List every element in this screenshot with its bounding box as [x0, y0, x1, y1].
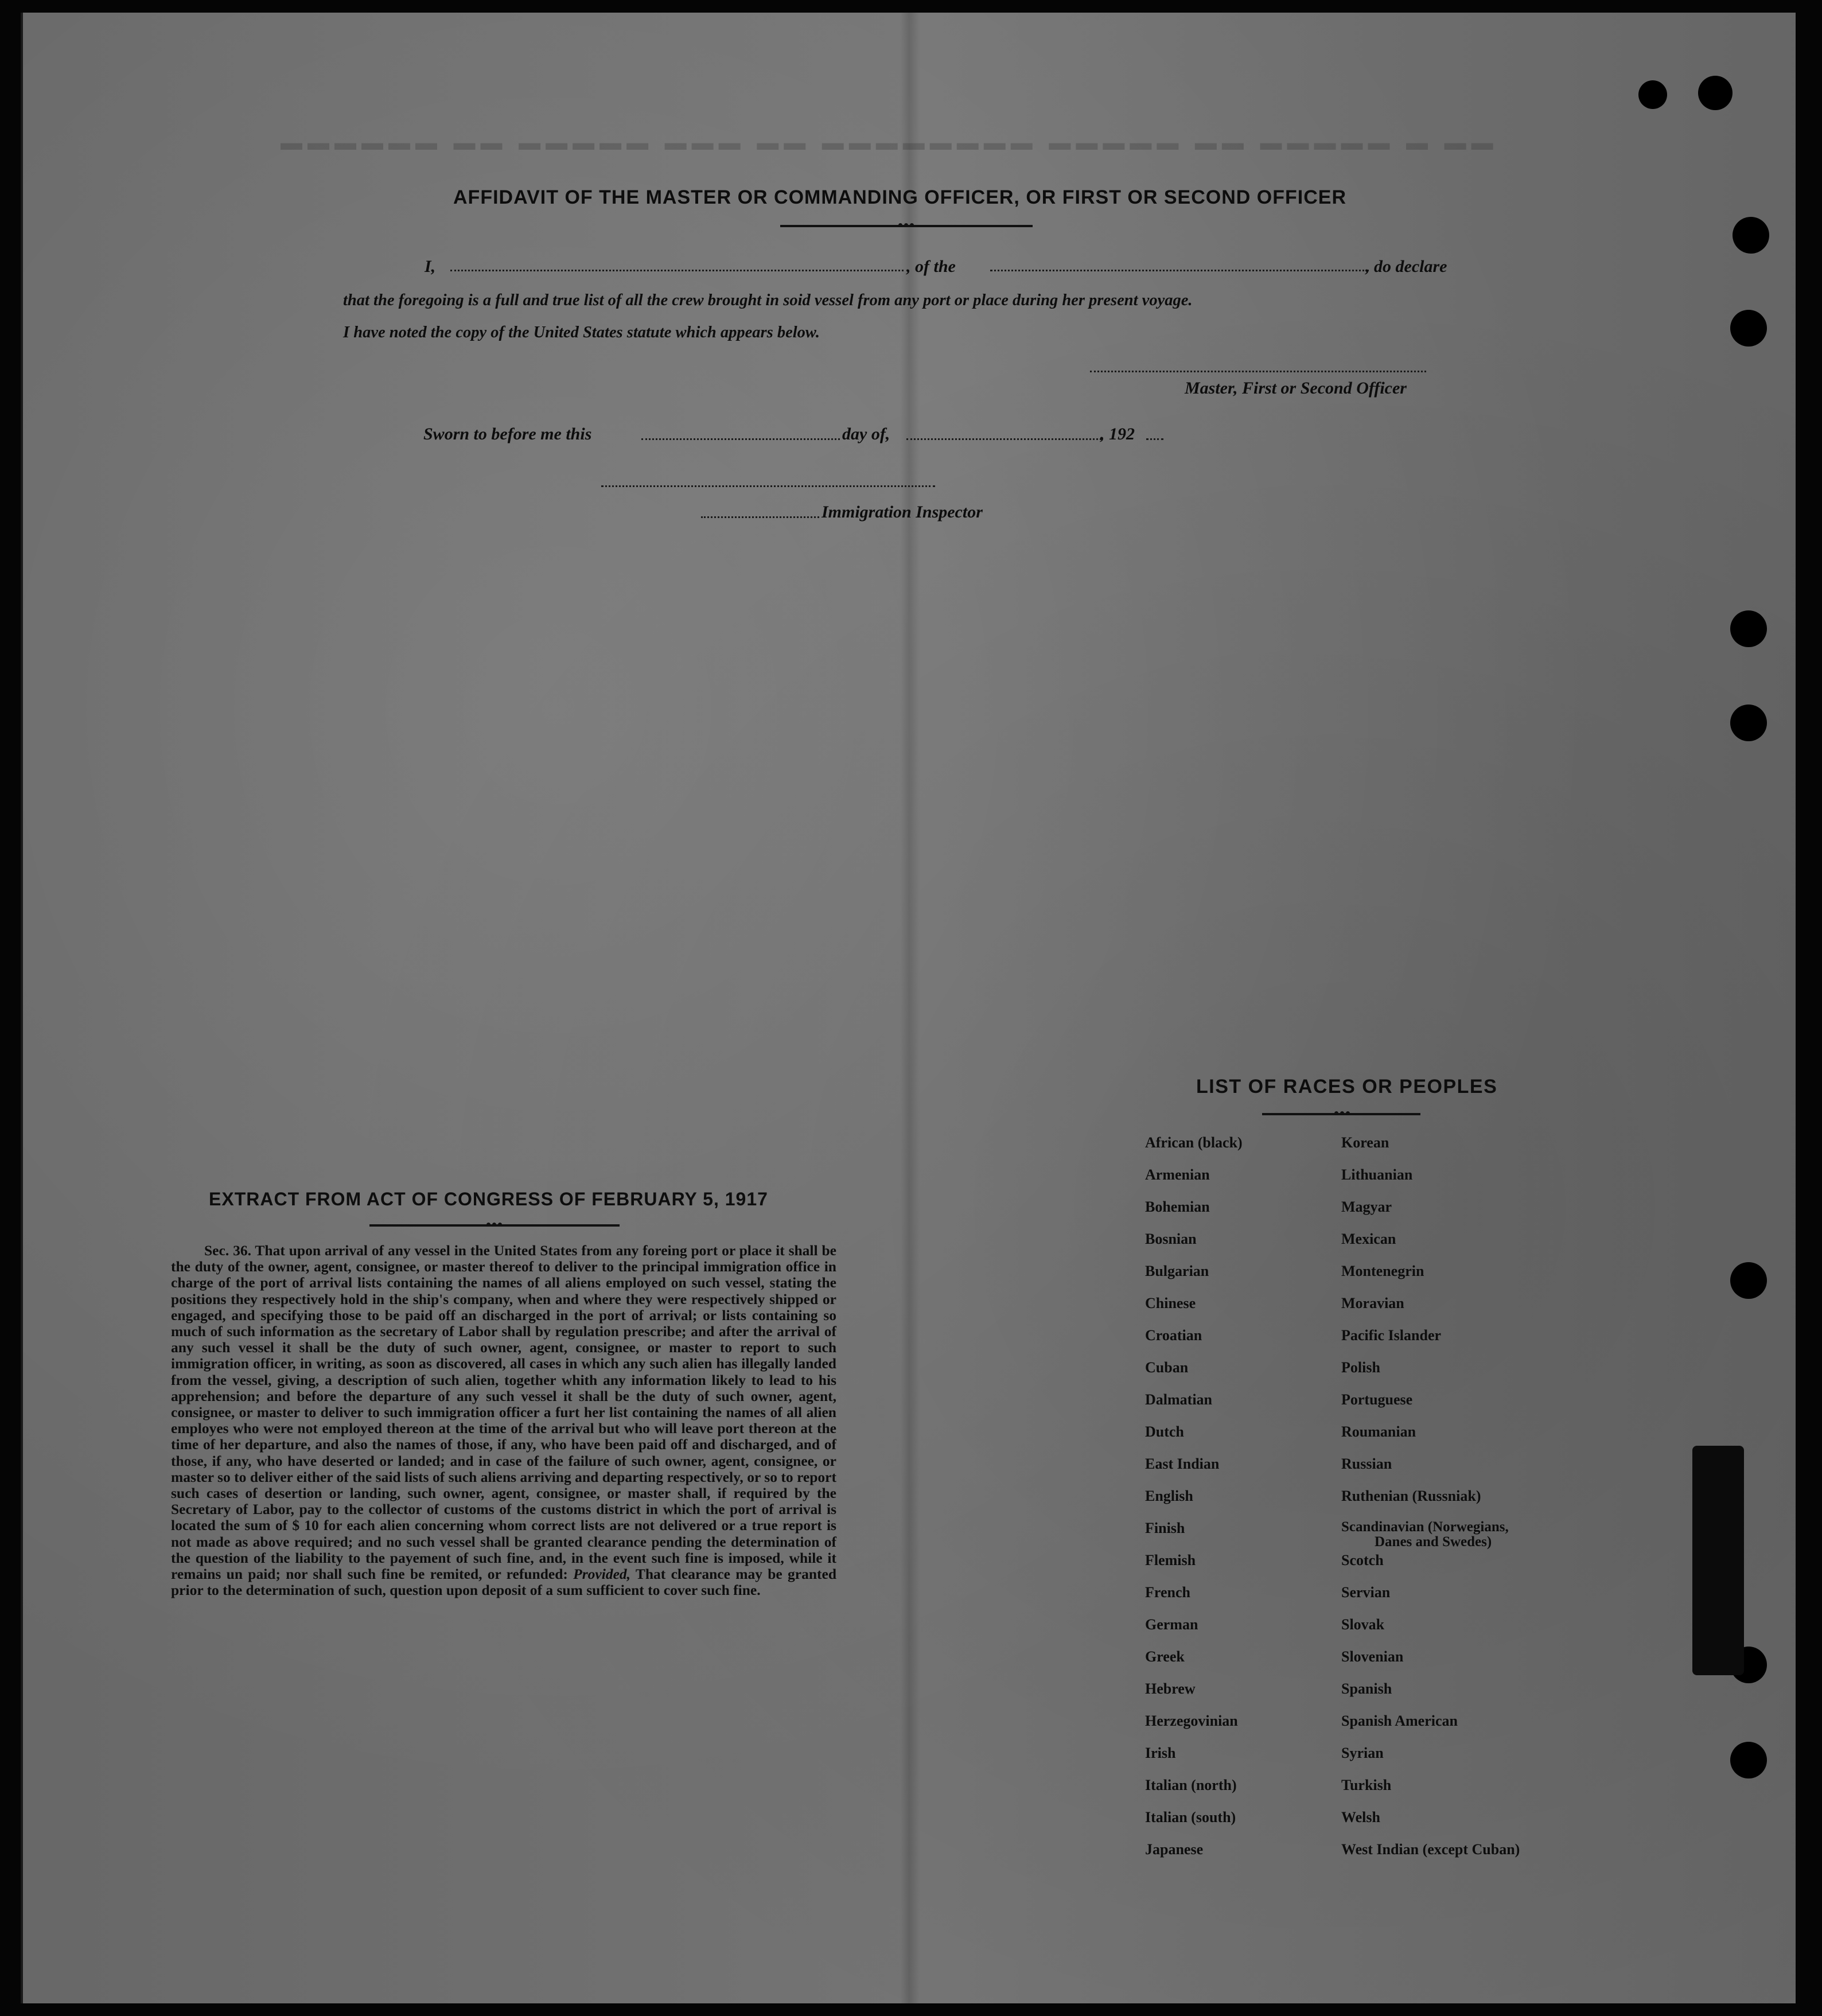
race-item: Dalmatian	[1145, 1391, 1212, 1408]
race-item: Bohemian	[1145, 1198, 1210, 1215]
sworn-label: Sworn to before me this	[423, 425, 592, 443]
statute-body-end: That clearance may be granted prior to the determination of such, question upon deposit of a sum sufficient to cover such fine.	[171, 1566, 836, 1599]
race-item: Chinese	[1145, 1295, 1196, 1311]
race-item: Herzegovinian	[1145, 1713, 1238, 1729]
affidavit-title: AFFIDAVIT OF THE MASTER OR COMMANDING OFFICER, OR FIRST OR SECOND OFFICER	[453, 186, 1346, 208]
master-signature-blank[interactable]	[1090, 371, 1426, 372]
race-item: Hebrew	[1145, 1680, 1196, 1697]
race-item: Ruthenian (Russniak)	[1341, 1488, 1481, 1504]
name-blank[interactable]	[450, 270, 904, 271]
race-item: Greek	[1145, 1648, 1185, 1665]
race-item: Roumanian	[1341, 1423, 1416, 1440]
binder-hole-icon	[1733, 217, 1769, 254]
race-item: Russian	[1341, 1455, 1392, 1472]
race-item: Dutch	[1145, 1423, 1184, 1440]
statute-body: That upon arrival of any vessel in the United States from any foreing port or place it shall be the duty of the owner, agent, consignee, or master thereof to deliver to the principal immigration office in charge of the port of arrival lists containing the names of all aliens employed on such vessel, stating the positions they respectively hold in the ship's company, when and where they were respectively shipped or engaged, and specifying those to be paid off an discharged in the port of arrival; or lists containing so much of such information as the secretary of Labor shall by regulation prescribe; and after the arrival of any such vessel it shall be the duty of such owner, agent, consignee, or master to report to such immigration officer, in writing, as soon as discovered, all cases in which any such alien has illegally landed from the vessel, giving, a description of such alien, together whith any information likely to lead to his apprehension; and before the departure of any such vessel it shall be the duty of such owner, agent, consignee, or master to deliver to such immigration officer a furt her list containing the names of all alien employes who were not employed thereon at the time of the arrival but who will leave port thereon at the time of her departure, and also the names of those, if any, who have been paid off and discharged, and of those, if any, who have deserted or landed; and in case of the failure of such owner, agent, consignee, or master so to deliver either of the said lists of such aliens arriving and departing respectively, or so to report such cases of desertion or landing, such owner, agent, consignee, or master shall, if required by the Secretary of Labor, pay to the collector of customs of the customs district in which the port of arrival is located the sum of $ 10 for each alien concerning whom correct lists are not delivered or a true report is not made as above required; and no such vessel shall be granted clearance pending the determination of the question of the liability to the payement of such fine, and, in the event such fine is imposed, while it remains un paid; nor shall such fine be remited, or refunded:	[171, 1242, 836, 1583]
race-item: Japanese	[1145, 1841, 1204, 1858]
extract-title: EXTRACT FROM ACT OF CONGRESS OF FEBRUARY 5, 1917	[209, 1189, 768, 1209]
extract-ornament	[369, 1224, 620, 1227]
race-item-line: Scandinavian (Norwegians,	[1341, 1519, 1509, 1535]
document-page	[21, 13, 1796, 2003]
inspector-signature-blank[interactable]	[601, 485, 935, 487]
race-item: Irish	[1145, 1745, 1176, 1761]
binder-hole-icon	[1730, 310, 1767, 347]
race-item: Cuban	[1145, 1359, 1189, 1376]
title-ornament	[780, 225, 1033, 227]
races-right-column	[1341, 1134, 1520, 1873]
affidavit-i-label: I,	[425, 257, 436, 276]
race-item: French	[1145, 1584, 1190, 1601]
race-item: Croatian	[1145, 1327, 1202, 1344]
race-item: Welsh	[1341, 1809, 1380, 1826]
provided-word: Provided,	[573, 1566, 631, 1583]
statute-text	[171, 1243, 836, 1598]
race-item: Lithuanian	[1341, 1166, 1413, 1183]
day-of-label: day of,	[842, 425, 890, 443]
section-label: Sec. 36.	[204, 1242, 251, 1259]
inspector-signature-lead	[701, 516, 819, 518]
race-item: Bosnian	[1145, 1231, 1197, 1247]
race-item: English	[1145, 1488, 1193, 1504]
year-label: , 192	[1100, 425, 1135, 443]
affidavit-statute-note: I have noted the copy of the United States statute which appears below.	[343, 324, 820, 341]
bleed-through-text: ▬▬ ▬ ▬▬▬▬▬ ▬▬ ▬▬▬▬▬ ▬▬▬▬▬▬▬▬ ▬▬ ▬▬▬ ▬▬▬▬▬ ▬▬ ▬▬▬▬▬▬	[275, 131, 1493, 155]
affidavit-statement: that the foregoing is a full and true list of all the crew brought in soid vessel from any port or place during her present voyage.	[343, 291, 1193, 309]
sworn-year-blank[interactable]	[1146, 438, 1163, 440]
races-ornament	[1262, 1113, 1420, 1115]
master-signature-label: Master, First or Second Officer	[1185, 379, 1407, 398]
race-item: Slovenian	[1341, 1648, 1404, 1665]
binder-hole-icon	[1730, 1262, 1767, 1299]
race-item: Moravian	[1341, 1295, 1404, 1311]
race-item-line: Danes and Swedes)	[1375, 1534, 1492, 1550]
binder-hole-icon	[1638, 80, 1667, 109]
race-item: Spanish	[1341, 1680, 1392, 1697]
race-item: Italian (south)	[1145, 1809, 1236, 1826]
race-item: Servian	[1341, 1584, 1391, 1601]
race-item: Spanish American	[1341, 1713, 1458, 1729]
sworn-month-blank[interactable]	[906, 438, 1101, 440]
races-left-column	[1145, 1134, 1243, 1873]
inspector-label: Immigration Inspector	[822, 503, 983, 521]
race-item: Portuguese	[1341, 1391, 1413, 1408]
race-item: Flemish	[1145, 1552, 1196, 1569]
race-item: East Indian	[1145, 1455, 1220, 1472]
race-item: African (black)	[1145, 1134, 1243, 1151]
race-item: Finish	[1145, 1520, 1185, 1536]
race-item: West Indian (except Cuban)	[1341, 1841, 1520, 1858]
binder-hole-icon	[1730, 705, 1767, 741]
binder-hole-icon	[1698, 76, 1733, 110]
race-item: Magyar	[1341, 1198, 1392, 1215]
binder-hole-icon	[1730, 1742, 1767, 1778]
race-item: Mexican	[1341, 1231, 1396, 1247]
race-item: Turkish	[1341, 1777, 1392, 1793]
sworn-day-blank[interactable]	[641, 438, 840, 440]
race-item: Bulgarian	[1145, 1263, 1209, 1279]
races-title: LIST OF RACES OR PEOPLES	[1196, 1076, 1498, 1097]
race-item: Polish	[1341, 1359, 1380, 1376]
race-item: Scotch	[1341, 1552, 1384, 1569]
vessel-blank[interactable]	[990, 270, 1369, 271]
race-item	[1341, 1520, 1520, 1552]
race-item: Syrian	[1341, 1745, 1384, 1761]
binder-hole-icon	[1730, 610, 1767, 647]
page-edge-tab	[1692, 1446, 1744, 1675]
affidavit-do-declare-label: , do declare	[1365, 257, 1447, 276]
race-item: Armenian	[1145, 1166, 1210, 1183]
race-item: Korean	[1341, 1134, 1389, 1151]
race-item: German	[1145, 1616, 1198, 1633]
affidavit-of-the-label: , of the	[906, 257, 956, 276]
race-item: Montenegrin	[1341, 1263, 1424, 1279]
race-item: Slovak	[1341, 1616, 1385, 1633]
race-item: Italian (north)	[1145, 1777, 1237, 1793]
race-item: Pacific Islander	[1341, 1327, 1442, 1344]
